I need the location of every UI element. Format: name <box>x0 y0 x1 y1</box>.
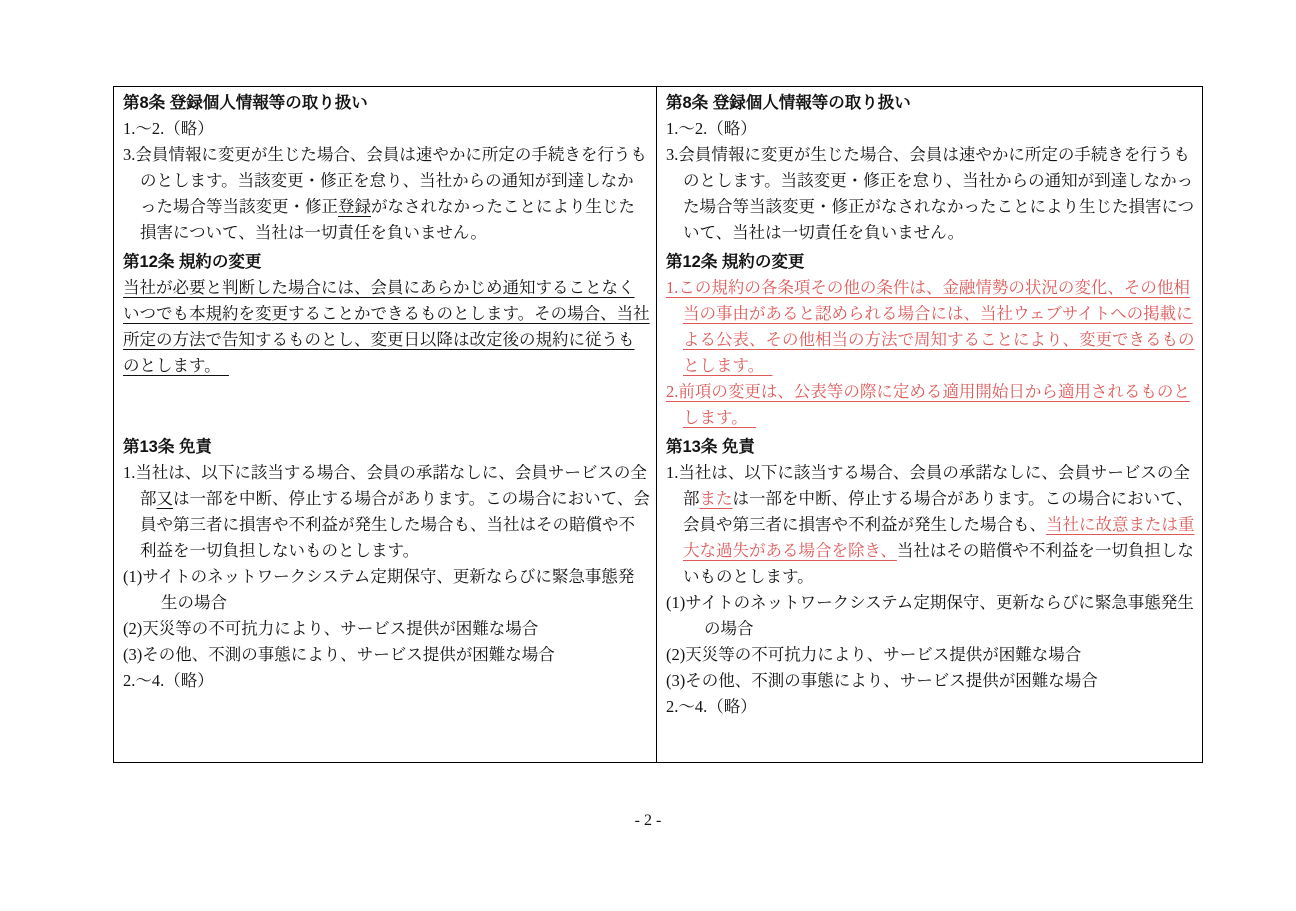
article-8-item3-old <box>123 142 650 246</box>
revised-version-article-12 <box>657 246 1203 431</box>
current-version-article-8 <box>114 87 657 247</box>
current-version-article-13 <box>114 431 657 763</box>
revised-version-article-8 <box>657 87 1203 247</box>
article-13-abbrev-new: 2.～4.（略） <box>666 697 757 716</box>
terms-comparison-table <box>113 86 1203 763</box>
article-12-heading-old: 第12条 規約の変更 <box>123 253 262 271</box>
article-13-item1-new <box>666 460 1196 590</box>
article-13-heading-old: 第13条 免責 <box>123 438 212 456</box>
article-8-item3-new: 3.会員情報に変更が生じた場合、会員は速やかに所定の手続きを行うものとします。当該変更・修正を怠り、当社からの通知が到達しなかった場合等当該変更・修正がなされなかったことにより生じた損害について、当社は一切責任を負いません。 <box>666 145 1195 242</box>
page-number: - 2 - <box>634 812 662 829</box>
article-12-item2-new: 2.前項の変更は、公表等の際に定める適用開始日から適用されるものとします。 <box>666 382 1190 427</box>
item1-marked-text: 又 <box>156 489 173 508</box>
article-13-item1-old <box>123 460 650 564</box>
article-13-sub1-old: (1)サイトのネットワークシステム定期保守、更新ならびに緊急事態発生の場合 <box>123 567 635 612</box>
article-8-heading-old: 第8条 登録個人情報等の取り扱い <box>123 94 368 112</box>
article-8-row <box>114 87 1203 247</box>
article-13-sub2-old: (2)天災等の不可抗力により、サービス提供が困難な場合 <box>123 619 539 638</box>
revised-version-article-13 <box>657 431 1203 763</box>
item3-marked-text: 登録 <box>338 197 371 216</box>
item1-text-post: 当社はその賠償や不利益を一切負担しないものとします。 <box>683 541 1194 586</box>
article-13-row <box>114 431 1203 763</box>
item1-change1-text: また <box>699 489 733 508</box>
article-8-abbrev-old: 1.～2.（略） <box>123 119 214 138</box>
item1-text-mid: は一部を中断、停止する場合があります。この場合において、会員や第三者に損害や不利益が発生した場合も、 <box>683 489 1193 534</box>
article-12-row <box>114 246 1203 431</box>
article-13-sub3-new: (3)その他、不測の事態により、サービス提供が困難な場合 <box>666 671 1098 690</box>
item1-text-post: は一部を中断、停止する場合があります。この場合において、会員や第三者に損害や不利益が発生した場合も、当社はその賠償や不利益を一切負担しないものとします。 <box>140 489 650 560</box>
article-8-heading-new: 第8条 登録個人情報等の取り扱い <box>666 94 911 112</box>
article-8-abbrev-new: 1.～2.（略） <box>666 119 757 138</box>
article-13-abbrev-old: 2.～4.（略） <box>123 671 214 690</box>
current-version-article-12 <box>114 246 657 431</box>
article-13-sub2-new: (2)天災等の不可抗力により、サービス提供が困難な場合 <box>666 645 1082 664</box>
item3-text-pre: 3.会員情報に変更が生じた場合、会員は速やかに所定の手続きを行うものとします。当該変更・修正を怠り、当社からの通知が到達しなかった場合等当該変更・修正 <box>123 145 647 216</box>
article-13-heading-new: 第13条 免責 <box>666 438 755 456</box>
article-13-sub1-new: (1)サイトのネットワークシステム定期保守、更新ならびに緊急事態発生の場合 <box>666 593 1194 638</box>
item1-text-pre: 1.当社は、以下に該当する場合、会員の承諾なしに、会員サービスの全部 <box>123 463 647 508</box>
article-12-item1-new: 1.この規約の各条項その他の条件は、金融情勢の状況の変化、その他相当の事由があると認められる場合には、当社ウェブサイトへの掲載による公表、その他相当の方法で周知することにより、変更できるものとします。 <box>666 278 1195 375</box>
item3-text-post: がなされなかったことにより生じた損害について、当社は一切責任を負いません。 <box>140 197 635 242</box>
article-12-body-old: 当社が必要と判断した場合には、会員にあらかじめ通知することなくいつでも本規約を変更することかできるものとします。その場合、当社所定の方法で告知するものとし、変更日以降は改定後の規約に従うものとします。 <box>123 278 650 375</box>
article-13-sub3-old: (3)その他、不測の事態により、サービス提供が困難な場合 <box>123 645 555 664</box>
article-12-heading-new: 第12条 規約の変更 <box>666 253 805 271</box>
item1-text-pre: 1.当社は、以下に該当する場合、会員の承諾なしに、会員サービスの全部 <box>666 463 1190 508</box>
item1-change2-text: 当社に故意または重大な過失がある場合を除き、 <box>683 515 1195 560</box>
